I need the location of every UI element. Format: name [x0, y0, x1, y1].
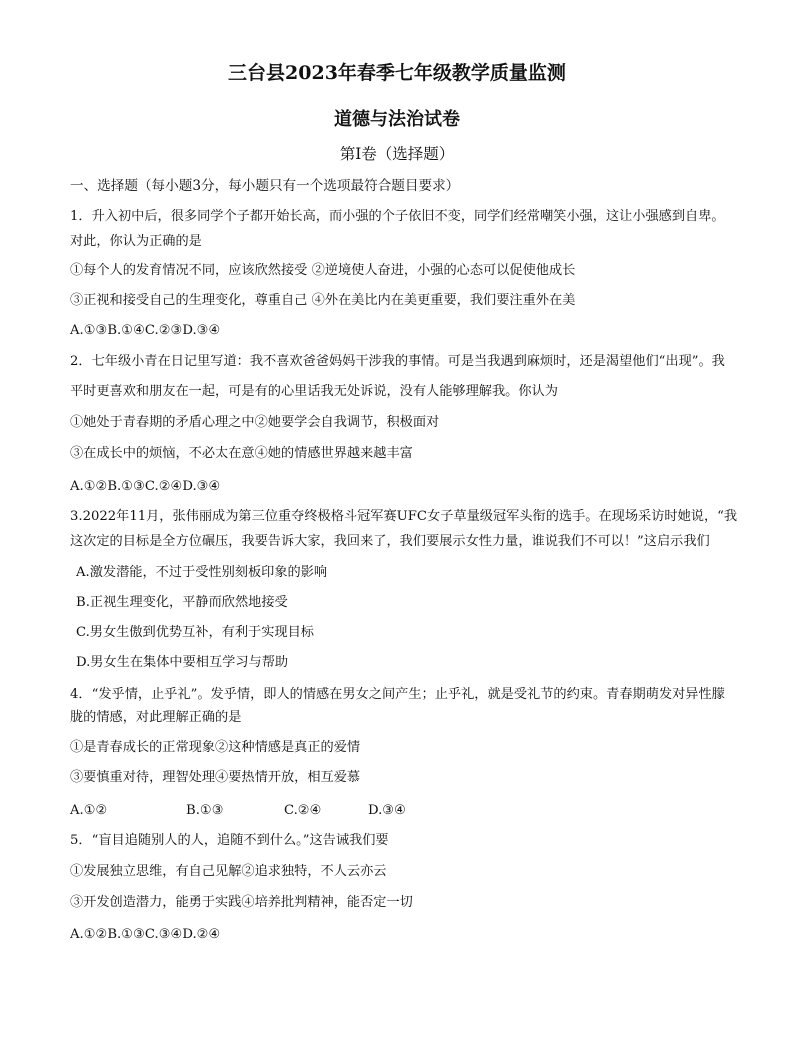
q5-statements-1: ①发展独立思维，有自己见解②追求独特，不人云亦云 — [70, 864, 387, 879]
q1-stem-line-2: 对此，你认为正确的是 — [70, 234, 202, 249]
section-heading: 一、选择题（每小题3分，每小题只有一个选项最符合题目要求） — [70, 178, 460, 194]
q3-choice-d: D.男女生在集体中要相互学习与帮助 — [76, 655, 289, 670]
q4-options — [70, 802, 406, 820]
q3-stem-line-1: 3.2022年11月，张伟丽成为第三位重夺终极格斗冠军赛UFC女子草量级冠军头衔的选手。在现场采访时她说，“我 — [70, 509, 738, 524]
q2-statements-1: ①她处于青春期的矛盾心理之中②她要学会自我调节，积极面对 — [70, 415, 440, 430]
q1-statements-2: ③正视和接受自己的生理变化，尊重自己 ④外在美比内在美更重要，我们要注重外在美 — [70, 293, 576, 308]
q4-option-c: C.②④ — [284, 803, 322, 818]
q4-statements-2: ③要慎重对待，理智处理④要热情开放，相互爱慕 — [70, 770, 361, 785]
q4-option-a: A.①② — [70, 803, 108, 818]
q5-options: A.①②B.①③C.③④D.②④ — [70, 927, 221, 942]
q3-choice-a: A.激发潜能，不过于受性别刻板印象的影响 — [76, 565, 328, 580]
q5-statements-2: ③开发创造潜力，能勇于实践④培养批判精神，能否定一切 — [70, 895, 413, 910]
q4-statements-1: ①是青春成长的正常现象②这种情感是真正的爱情 — [70, 740, 361, 755]
q4-option-d: D.③④ — [368, 803, 406, 818]
q3-choice-c: C.男女生傲到优势互补，有利于实现目标 — [76, 625, 314, 640]
q1-options: A.①③B.①④C.②③D.③④ — [70, 323, 221, 338]
q2-stem-line-2: 平时更喜欢和朋友在一起，可是有的心里话我无处诉说，没有人能够理解我。你认为 — [70, 384, 558, 399]
q2-options: A.①②B.①③C.②④D.③④ — [70, 479, 221, 494]
exam-title: 三台县2023年春季七年级教学质量监测 — [228, 62, 566, 84]
q4-stem-line-1: 4．“发乎情，止乎礼”。发乎情，即人的情感在男女之间产生；止乎礼，就是受礼节的约束。青春期萌发对异性朦 — [70, 687, 725, 702]
q1-statements-1: ①每个人的发育情况不同，应该欣然接受 ②逆境使人奋进，小强的心态可以促使他成长 — [70, 263, 576, 278]
exam-subject: 道德与法治试卷 — [334, 109, 460, 130]
q4-stem-line-2: 胧的情感，对此理解正确的是 — [70, 710, 242, 725]
q5-stem: 5．“盲目追随别人的人，追随不到什么。”这告诫我们要 — [70, 833, 389, 848]
q2-statements-2: ③在成长中的烦恼，不必太在意④她的情感世界越来越丰富 — [70, 446, 413, 461]
q3-choice-b: B.正视生理变化，平静而欣然地接受 — [76, 595, 288, 610]
q2-stem-line-1: 2．七年级小青在日记里写道：我不喜欢爸爸妈妈干涉我的事情。可是当我遇到麻烦时，还是渴望他们“出现”。我 — [70, 354, 725, 369]
q4-option-b: B.①③ — [186, 803, 224, 818]
q1-stem-line-1: 1．升入初中后，很多同学个子都开始长高，而小强的个子依旧不变，同学们经常嘲笑小强，这让小强感到自卑。 — [70, 209, 725, 224]
q3-stem-line-2: 这次定的目标是全方位碾压，我要告诉大家，我回来了，我们要展示女性力量，谁说我们不可以！”这启示我们 — [70, 534, 710, 549]
part-heading: 第Ⅰ卷（选择题） — [339, 145, 455, 163]
